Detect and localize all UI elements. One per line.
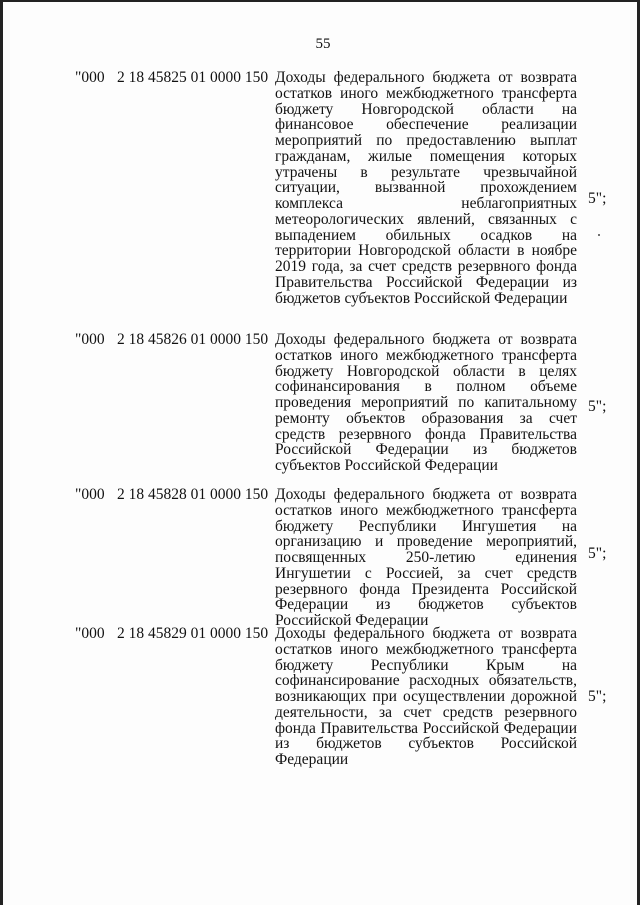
budget-classification-code: 2 18 45829 01 0000 150: [117, 625, 269, 642]
entry-suffix: 5";: [588, 190, 607, 207]
budget-classification-code: 2 18 45828 01 0000 150: [117, 486, 269, 503]
entry-description: Доходы федерального бюджета от возврата остатков иного межбюджетного трансферта бюджету Республики Ингушетия на организацию и проведение мероприятий, посвященных 250-летию единения Ингушетии с Россией, за счет средств резервного фонда Президента Российской Федерации из бюджетов субъектов Российской Федерации: [275, 486, 577, 629]
admin-code: "000: [75, 331, 105, 348]
entry-description: Доходы федерального бюджета от возврата остатков иного межбюджетного трансферта бюджету Республики Крым на софинансирование расходных обязательств, возникающих при осуществлении дорожной деятельности, за счет средств резервного фонда Правительства Российской Федерации из бюджетов субъектов Российской Федерации: [275, 625, 577, 768]
page-number: 55: [315, 36, 331, 52]
admin-code: "000: [75, 486, 105, 503]
entry-description: Доходы федерального бюджета от возврата остатков иного межбюджетного трансферта бюджету Новгородской области в целях софинансирования в полном объеме проведения мероприятий по капитальному ремонту объектов образования за счет средств резервного фонда Правительства Российской Федерации из бюджетов субъектов Российской Федерации: [275, 331, 577, 474]
scan-speck: [598, 234, 600, 236]
entry-suffix: 5";: [588, 398, 607, 415]
entry-suffix: 5";: [588, 545, 607, 562]
budget-classification-code: 2 18 45826 01 0000 150: [117, 331, 269, 348]
admin-code: "000: [75, 69, 105, 86]
entry-description: Доходы федерального бюджета от возврата остатков иного межбюджетного трансферта бюджету Новгородской области на финансовое обеспечение реализации мероприятий по предоставлению выплат гражданам, жилые помещения которых утрачены в результате чрезвычайной ситуации, вызванной прохождением комплекса неблагоприятных метеорологических явлений, связанных с выпадением обильных осадков на территории Новгородской области в ноябре 2019 года, за счет средств резервного фонда Правительства Российской Федерации из бюджетов субъектов Российской Федерации: [275, 69, 577, 307]
entry-suffix: 5";: [588, 688, 607, 705]
admin-code: "000: [75, 625, 105, 642]
budget-classification-code: 2 18 45825 01 0000 150: [117, 69, 269, 86]
